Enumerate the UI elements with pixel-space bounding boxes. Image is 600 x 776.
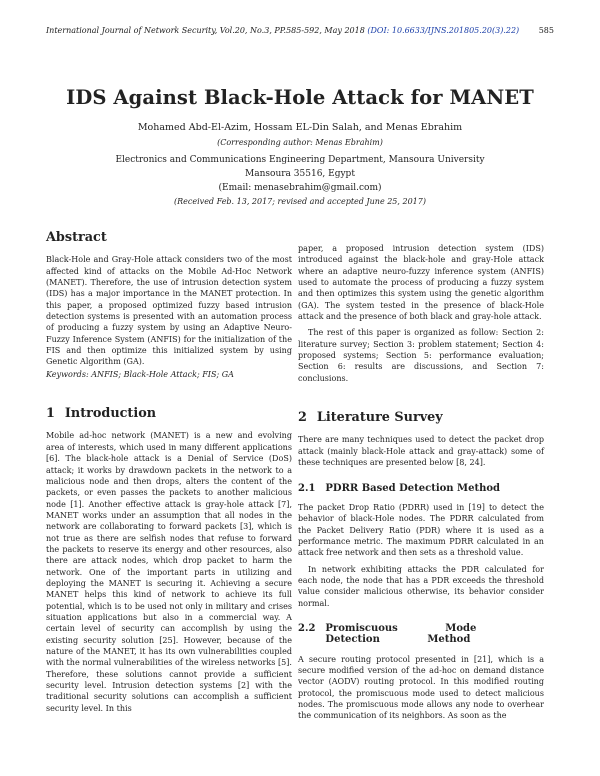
section-1-heading	[46, 406, 292, 422]
pdrr-text-1: The packet Drop Ratio (PDRR) used in [19] to detect the behavior of black-Hole nodes. The PDRR calculated from the Packet Delivery Ratio (PDR) where it is used as a performance metric. The maximum PDRR calculated in an attack free network and then sets as a threshold value.	[298, 502, 544, 558]
section-2-title: Literature Survey	[316, 410, 443, 426]
section-2-heading	[298, 410, 544, 426]
doi-link[interactable]: (DOI: 10.6633/IJNS.201805.20(3).22)	[367, 26, 520, 35]
section-2-1-title: PDRR Based Detection Method	[325, 482, 501, 494]
paper-organization: The rest of this paper is organized as follow: Section 2: literature survey; Section 3: problem statement; Section 4: proposed systems; Section 5: performance evaluation; Section 6: results are discussions, and Section 7: conclusions.	[298, 328, 544, 383]
abstract-text: Black-Hole and Gray-Hole attack considers two of the most affected kind of attacks on the Mobile Ad-Hoc Network (MANET). Therefore, the use of intrusion detection system (IDS) has a major importance in the MANET protection. In this paper, a proposed optimized fuzzy based intrusion detection systems is presented with an automation process of producing a fuzzy system by using an Adaptive Neuro-Fuzzy Inference System (ANFIS) for the initialization of the FIS and then optimize this initialized system by using Genetic Algorithm (GA).	[46, 255, 292, 367]
keywords: Keywords: ANFIS; Black-Hole Attack; FIS; GA	[46, 369, 234, 379]
intro-text: Mobile ad-hoc network (MANET) is a new and evolving area of interests, which used in many different applications [6]. The black-hole attack is a Denial of Service (DoS) attack; it works by drawdown packets in the network to a malicious node and then drops, alters the content of the packets, or even passes the packets to another malicious node [1]. Another effective attack is gray-hole attack [7], MANET works under an assumption that all nodes in the network are collaborating to forward packets [3], which is not true as there are selfish nodes that refuse to forward the packets to reserve its energy and other resources, also there are attack nodes, which drop packet to harm the network. One of the important parts in utilizing and deploying the MANET is securing it. Achieving a secure MANET helps this kind of network to achieve its full potential, which is to be used not only in military and crises situation applications but also in a commercial way. A certain level of security can accomplish by using the existing security solution [25]. However, because of the nature of the MANET, it has its own vulnerabilities coupled with the normal vulnerabilities of the wireless networks [5]. Therefore, these solutions cannot provide a sufficient security level. Intrusion detection systems [2] with the traditional security solutions can accomplish a sufficient security level. In this	[46, 431, 292, 713]
journal-citation: International Journal of Network Security, Vol.20, No.3, PP.585-592, May 2018 (DOI: 10.6633/IJNS.201805.20(3).22)	[46, 26, 520, 35]
pdrr-text-2: In network exhibiting attacks the PDR calculated for each node, the node that has a PDR exceeds the threshold value consider malicious otherwise, its behavior consider normal.	[298, 564, 544, 608]
author-list: Mohamed Abd-El-Azim, Hossam EL-Din Salah, and Menas Ebrahim	[137, 122, 463, 133]
address: Mansoura 35516, Egypt	[245, 169, 355, 179]
section-1-number: 1	[46, 406, 55, 422]
section-2-1-heading	[298, 483, 544, 494]
section-2-2-title: Promiscuous Mode Detection Method	[325, 622, 477, 646]
email: (Email: menasebrahim@gmail.com)	[218, 183, 382, 193]
affiliation: Electronics and Communications Engineering Department, Mansoura University	[115, 155, 485, 165]
section-2-number: 2	[298, 410, 307, 426]
section-2-2-heading	[298, 623, 544, 646]
paper-title: IDS Against Black-Hole Attack for MANET	[66, 86, 534, 109]
abstract-heading: Abstract	[46, 230, 107, 245]
section-2-2-number: 2.2	[298, 622, 316, 634]
right-column	[298, 243, 544, 722]
page-number: 585	[538, 26, 554, 35]
section-2-1-number: 2.1	[298, 482, 316, 494]
corresponding-author: (Corresponding author: Menas Ebrahim)	[217, 138, 383, 147]
promiscuous-text: A secure routing protocol presented in [21], which is a secure modified version of the ad-hoc on demand distance vector (AODV) routing protocol. In this modified routing protocol, the promiscuous mode used to detect malicious nodes. The promiscuous mode allows any node to overhear the communication of its neighbors. As soon as the	[298, 654, 544, 721]
section-1-title: Introduction	[64, 406, 157, 422]
received-dates: (Received Feb. 13, 2017; revised and accepted June 25, 2017)	[174, 197, 426, 206]
intro-continuation: paper, a proposed intrusion detection system (IDS) introduced against the black-hole and gray-Hole attack where an adaptive neuro-fuzzy inference system (ANFIS) used to automate the process of producing a fuzzy system and then optimizes this system using the genetic algorithm (GA). The system tested in the presence of black-Hole attack and the presence of both black and gray-hole attack.	[298, 244, 544, 322]
left-column	[46, 232, 292, 714]
running-header	[46, 26, 554, 35]
literature-intro: There are many techniques used to detect the packet drop attack (mainly black-Hole attack and gray-attack) some of these techniques are presented below [8, 24].	[298, 435, 544, 468]
